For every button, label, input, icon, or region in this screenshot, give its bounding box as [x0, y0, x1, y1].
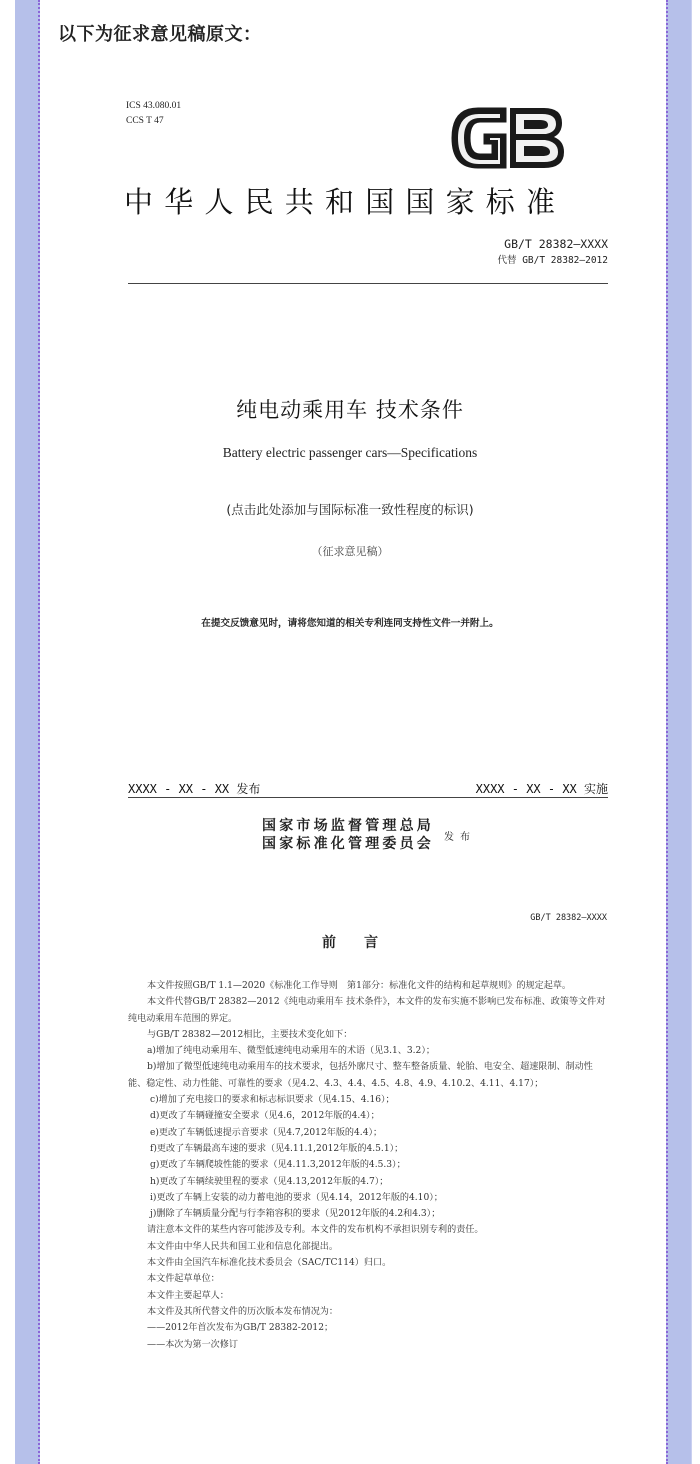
closing-line: 本文件由全国汽车标准化技术委员会（SAC/TC114）归口。: [147, 1258, 392, 1269]
change-item: i)更改了车辆上安装的动力蓄电池的要求（见4.14，2012年版的4.10）；: [150, 1192, 443, 1203]
closing-line: ——本次为第一次修订: [147, 1339, 238, 1350]
change-item: h)更改了车辆续驶里程的要求（见4.13,2012年版的4.7）；: [150, 1176, 389, 1187]
gb-logo-icon: [448, 106, 566, 170]
left-side-band: [15, 0, 40, 1464]
closing-line: 请注意本文件的某些内容可能涉及专利。本文件的发布机构不承担识别专利的责任。: [147, 1225, 484, 1236]
change-item: a)增加了纯电动乘用车、微型低速纯电动乘用车的术语（见3.1、3.2）；: [147, 1046, 435, 1057]
foreword-page-header: GB/T 28382—XXXX: [530, 913, 607, 923]
change-item: e)更改了车辆低速提示音要求（见4.7,2012年版的4.4）；: [150, 1127, 383, 1138]
change-item: c)增加了充电接口的要求和标志标识要求（见4.15、4.16）；: [150, 1095, 395, 1106]
issuer-sac: 国家标准化管理委员会: [262, 836, 434, 852]
replaces-standard: 代替 GB/T 28382—2012: [497, 255, 608, 266]
paragraph: 与GB/T 28382—2012相比，主要技术变化如下：: [147, 1029, 353, 1040]
closing-line: 本文件起草单位：: [147, 1274, 220, 1285]
document-title-en: Battery electric passenger cars—Specifications: [222, 445, 478, 460]
issue-word: 发布: [444, 831, 476, 843]
change-item: b)增加了微型低速纯电动乘用车的技术要求，包括外廓尺寸、整车整备质量、轮胎、电安全、超速限制、制动性能、稳定性、动力性能、可靠性的要求（见4.2、4.3、4.4、4.5、4.8、4.9、4.10.2、4.11、4.17）；: [128, 1062, 593, 1089]
issuers-block: [262, 817, 476, 853]
change-item: g)更改了车辆爬坡性能的要求（见4.11.3,2012年版的4.5.3）；: [150, 1160, 406, 1171]
closing-line: ——2012年首次发布为GB/T 28382-2012；: [147, 1323, 334, 1334]
foreword-body: [128, 978, 608, 1353]
ccs-code: CCS T 47: [126, 116, 164, 126]
ics-code: ICS 43.080.01: [126, 101, 182, 111]
consistency-mark: (点击此处添加与国际标准一致性程度的标识): [226, 502, 474, 517]
paragraph: 本文件按照GB/T 1.1—2020《标准化工作导则 第1部分：标准化文件的结构和起草规则》的规定起草。: [147, 981, 572, 991]
header-note: 以下为征求意见稿原文：: [58, 24, 262, 45]
document-title-cn: 纯电动乘用车 技术条件: [236, 398, 464, 422]
issuer-samr: 国家市场监督管理总局: [262, 818, 434, 834]
change-item: f)更改了车辆最高车速的要求（见4.11.1,2012年版的4.5.1）；: [150, 1143, 404, 1154]
national-standard-title: 中华人民共和国国家标准: [124, 185, 567, 219]
right-side-band: [666, 0, 691, 1464]
paragraph: 本文件代替GB/T 28382—2012《纯电动乘用车 技术条件》，本文件的发布实施不影响已发布标准、政策等文件对纯电动乘用车范围的界定。: [128, 997, 606, 1024]
patent-notice: 在提交反馈意见时，请将您知道的相关专利连同支持性文件一并附上。: [201, 618, 499, 629]
divider-bottom: [128, 797, 608, 798]
dates-row: [128, 780, 608, 797]
draft-label: （征求意见稿）: [311, 545, 389, 558]
classification-codes: [126, 99, 181, 129]
closing-line: 本文件主要起草人：: [147, 1290, 229, 1301]
foreword-title: 前言: [322, 935, 378, 951]
change-item: j)删除了车辆质量分配与行李箱容积的要求（见2012年版的4.2和4.3）；: [150, 1209, 441, 1220]
publish-date: XXXX - XX - XX 发布: [128, 782, 261, 796]
divider-top: [128, 283, 608, 284]
implement-date: XXXX - XX - XX 实施: [475, 782, 608, 796]
closing-line: 本文件由中华人民共和国工业和信息化部提出。: [147, 1241, 338, 1252]
standard-number-block: [497, 235, 608, 268]
change-item: d)更改了车辆碰撞安全要求（见4.6，2012年版的4.4）；: [150, 1111, 380, 1122]
standard-number: GB/T 28382—XXXX: [504, 237, 608, 251]
closing-line: 本文件及其所代替文件的历次版本发布情况为：: [147, 1306, 338, 1317]
